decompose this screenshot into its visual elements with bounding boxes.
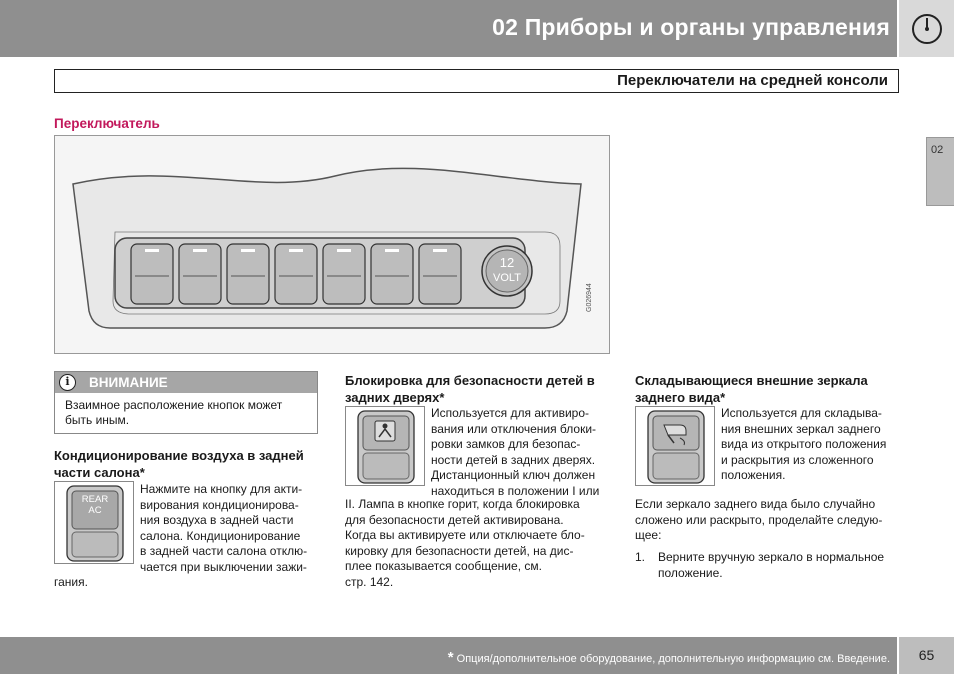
- text-line: для безопасности детей активирована.: [345, 512, 564, 527]
- text-line: вида из открытого положения: [721, 437, 887, 452]
- rear-ac-text: [140, 482, 324, 576]
- rear-ac-button-top-text: REAR: [81, 494, 109, 505]
- text-line: салона. Кондиционирование: [140, 528, 301, 543]
- mirror-fold-heading: Складывающиеся внешние зеркала заднего вида*: [635, 373, 868, 405]
- chapter-side-tab-label: 02: [931, 144, 944, 156]
- text-line: Используется для складыва-: [721, 406, 882, 420]
- chapter-title: 02 Приборы и органы управления: [492, 14, 890, 40]
- text-line: положение.: [658, 565, 723, 580]
- figure-code: G026944: [586, 283, 593, 312]
- text-line: и раскрытия из сложенного: [721, 452, 874, 467]
- footer-bar: [0, 637, 954, 674]
- footer-asterisk: *: [447, 649, 454, 666]
- text-line: Нажмите на кнопку для акти-: [140, 482, 303, 496]
- info-icon: i: [59, 374, 76, 391]
- child-lock-text-cont: [345, 497, 613, 591]
- text-line: ности детей в задних дверях.: [431, 452, 596, 467]
- section-title-box: [54, 69, 899, 93]
- note-header: [55, 372, 317, 393]
- console-illustration: [55, 136, 610, 354]
- mirror-fold-text: [721, 406, 903, 484]
- text-line: ния воздуха в задней части: [140, 513, 294, 528]
- console-switches-figure: [54, 135, 610, 354]
- rear-ac-button-icon: [55, 482, 135, 565]
- list-number: 1.: [635, 550, 646, 564]
- gauge-icon: [910, 12, 944, 46]
- text-line: Когда вы активируете или отключаете бло-: [345, 528, 585, 543]
- text-line: положения.: [721, 468, 786, 483]
- mirror-fold-button-figure: [635, 406, 715, 486]
- footer-note-text: Опция/дополнительное оборудование, дополнительную информацию см. Введение.: [456, 653, 890, 665]
- text-line: ровки замков для безопас-: [431, 437, 581, 452]
- text-line: Используется для активиро-: [431, 406, 590, 420]
- gauge-icon-box: [897, 0, 954, 57]
- rear-ac-heading: Кондиционирование воздуха в задней части салона*: [54, 448, 304, 480]
- text-line: сложено или раскрыто, проделайте следую-: [635, 512, 883, 527]
- volt-socket-top-label: 12: [499, 255, 515, 270]
- child-lock-button-icon: [346, 407, 426, 487]
- text-line: чается при выключении зажи-: [140, 559, 307, 574]
- child-lock-heading: Блокировка для безопасности детей в задних дверях*: [345, 373, 595, 405]
- text-line: в задней части салона отклю-: [140, 544, 308, 559]
- page-number: 65: [897, 637, 954, 674]
- text-line: щее:: [635, 528, 662, 543]
- text-line: Если зеркало заднего вида было случайно: [635, 497, 876, 511]
- rear-ac-button-figure: [54, 481, 134, 564]
- child-lock-text: [431, 406, 613, 500]
- child-lock-button-figure: [345, 406, 425, 486]
- text-line: вания или отключения блоки-: [431, 421, 597, 436]
- note-label: ВНИМАНИЕ: [89, 375, 168, 390]
- text-line: кировку для безопасности детей, на дис-: [345, 543, 574, 558]
- text-line: ния внешних зеркал заднего: [721, 421, 881, 436]
- section-title: Переключатели на средней консоли: [617, 72, 888, 89]
- header-bar: [0, 0, 954, 57]
- note-box: [54, 371, 318, 434]
- figure-subheading: Переключатель: [54, 116, 160, 131]
- mirror-fold-button-icon: [636, 407, 716, 487]
- text-line: вирования кондиционирова-: [140, 497, 299, 512]
- footer-note: [448, 649, 890, 666]
- rear-ac-button-bottom-text: AC: [88, 505, 102, 516]
- mirror-fold-para2: [635, 497, 905, 544]
- text-line: плее показывается сообщение, см.: [345, 559, 542, 574]
- text-line: находиться в положении I или: [431, 483, 600, 498]
- list-item: [658, 550, 908, 581]
- note-text: Взаимное расположение кнопок может быть иным.: [65, 398, 283, 427]
- rear-ac-text-end: гания.: [54, 575, 88, 589]
- chapter-side-tab: [926, 137, 954, 206]
- volt-socket-bottom-label: VOLT: [493, 272, 521, 284]
- text-line: Дистанционный ключ должен: [431, 468, 596, 483]
- text-line: стр. 142.: [345, 574, 394, 589]
- text-line: II. Лампа в кнопке горит, когда блокировка: [345, 497, 580, 511]
- text-line: Верните вручную зеркало в нормальное: [658, 550, 885, 564]
